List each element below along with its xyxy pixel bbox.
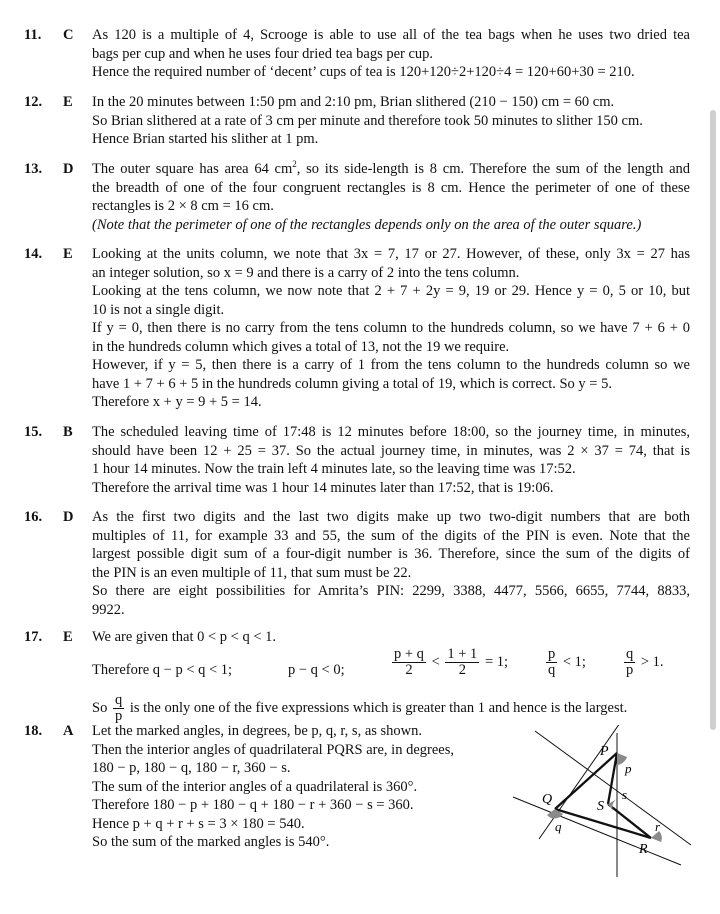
text-line: Therefore 180 − p + 180 − q + 180 − r + 360 − s = 360. <box>92 797 414 813</box>
inequality-row <box>92 647 690 693</box>
conclusion-line: So $\frac{q}{p}$ is the only one of the five expressions which is greater than 1 and hence is the largest. <box>92 691 628 724</box>
text-line: Looking at the units column, we note that 3x = 7, 17 or 27. However, of these, only 3x = 27 has <box>92 246 690 262</box>
text-line: So the sum of the marked angles is 540°. <box>92 834 330 850</box>
solution-text <box>92 245 690 412</box>
text-line: Therefore the arrival time was 1 hour 14 minutes later than 17:52, that is 19:06. <box>92 479 554 496</box>
solution-text <box>92 722 492 852</box>
text-line: Therefore x + y = 9 + 5 = 14. <box>92 394 262 410</box>
text-line: bags per cup and when he uses four dried tea bags per cup. <box>92 45 434 62</box>
label-S: S <box>597 799 604 814</box>
expression: Therefore q − p < q < 1; <box>92 661 233 678</box>
text-line: largest possible digit sum of a four-digit number is 36. Therefore, since the sum of the digits of <box>92 546 690 562</box>
problem-number: 15. <box>24 424 43 440</box>
label-r: r <box>655 819 661 834</box>
text-line: Then the interior angles of quadrilateral PQRS are, in degrees, <box>92 741 454 758</box>
solution-text <box>92 628 690 731</box>
text-line: 10 is not a single digit. <box>92 301 225 318</box>
text-line: However, if y = 5, then there is a carry of 1 from the tens column to the hundreds column so we <box>92 357 690 373</box>
text-line: 1 hour 14 minutes. Now the train left 4 minutes late, so the leaving time was 17:52. <box>92 461 576 477</box>
text-line: 9922. <box>92 601 125 618</box>
text-line: The outer square has area 64 $cm^2$, so its side-length is 8 cm. Therefore the sum of the length and <box>92 159 691 177</box>
text-line: If y = 0, then there is no carry from the tens column to the hundreds column, so we have 7 + 6 + 0 <box>92 320 690 336</box>
text-line: So Brian slithered at a rate of 3 cm per minute and therefore took 50 minutes to slither 150 cm. <box>92 112 643 129</box>
scrollbar[interactable] <box>710 110 716 730</box>
problem-number: 12. <box>24 94 43 110</box>
problem-number: 14. <box>24 246 43 262</box>
text-line: So there are eight possibilities for Amrita’s PIN: 2299, 3388, 4477, 5566, 6655, 7744, 8833, <box>92 583 690 599</box>
problem-answer: E <box>63 246 73 262</box>
text-line: As 120 is a multiple of 4, Scrooge is able to use all of the tea bags when he uses two dried tea <box>92 27 690 43</box>
solution-text <box>92 508 690 619</box>
text-line: multiples of 11, for example 33 and 55, the sum of the digits of the PIN is even. Note that the <box>92 527 690 544</box>
problem-answer: D <box>63 509 74 525</box>
label-P: P <box>600 744 609 759</box>
problem-answer: A <box>63 723 74 739</box>
quadrilateral-diagram <box>505 725 695 885</box>
problem-answer: C <box>63 27 74 43</box>
text-line: have 1 + 7 + 6 + 5 in the hundreds column giving a total of 19, which is correct. So y = 5. <box>92 375 612 392</box>
problem-answer: D <box>63 161 74 177</box>
label-Q: Q <box>542 792 553 807</box>
text-line: Looking at the tens column, we now note that 2 + 7 + 2y = 9, 19 or 29. Hence y = 0, 5 or 10, but <box>92 283 690 299</box>
label-s: s <box>622 787 628 802</box>
expression-ratio-pq: $\frac{p}{q}$ < 1; <box>548 645 586 678</box>
solution-text <box>92 93 690 149</box>
side-sr <box>608 804 651 838</box>
text-line: an integer solution, so x = 9 and there is a carry of 2 into the tens column. <box>92 264 520 281</box>
text-line: In the 20 minutes between 1:50 pm and 2:10 pm, Brian slithered (210 − 150) cm = 60 cm. <box>92 94 615 110</box>
label-p: p <box>625 761 632 776</box>
solution-text <box>92 423 690 497</box>
label-R: R <box>639 842 648 857</box>
text-line: The scheduled leaving time of 17:48 is 12 minutes before 18:00, so the journey time, in minutes, <box>92 424 690 440</box>
text-line: 180 − p, 180 − q, 180 − r, 360 − s. <box>92 760 291 776</box>
problem-answer: B <box>63 424 73 440</box>
note-line: (Note that the perimeter of one of the rectangles depends only on the area of the outer square.) <box>92 216 642 233</box>
expression-ratio-qp: $\frac{q}{p}$ > 1. <box>626 645 664 678</box>
text-line: Hence Brian started his slither at 1 pm. <box>92 131 319 147</box>
problem-number: 16. <box>24 509 43 525</box>
text-line: should have been 12 + 25 = 37. So the actual journey time, in minutes, was 2 × 37 = 74, that is <box>92 442 690 459</box>
problem-answer: E <box>63 629 73 645</box>
text-line: Let the marked angles, in degrees, be p, q, r, s, as shown. <box>92 723 423 739</box>
label-q: q <box>555 819 562 834</box>
expression: p − q < 0; <box>288 661 345 678</box>
text-line: The sum of the interior angles of a quadrilateral is 360°. <box>92 778 418 795</box>
text-line: the PIN is an even multiple of 11, that sum must be 22. <box>92 564 412 581</box>
problem-number: 18. <box>24 723 43 739</box>
text-line: in the hundreds column which gives a total of 13, not the 19 we require. <box>92 338 510 355</box>
line-through-p-q <box>539 725 620 839</box>
solution-text <box>92 160 690 234</box>
text-line: Hence p + q + r + s = 3 × 180 = 540. <box>92 815 305 832</box>
problem-number: 11. <box>24 27 42 43</box>
text-line: the breadth of one of the four congruent rectangles is 8 cm. Hence the perimeter of one of these <box>92 179 690 196</box>
problem-number: 17. <box>24 629 43 645</box>
solution-text <box>92 26 690 82</box>
problem-number: 13. <box>24 161 43 177</box>
expression-mean: $\frac{p + q}{2}$ < $\frac{1 + 1}{2}$ = 1; <box>394 645 509 678</box>
problem-answer: E <box>63 94 73 110</box>
text-line: We are given that 0 < p < q < 1. <box>92 629 277 645</box>
text-line: rectangles is 2 × 8 cm = 16 cm. <box>92 198 274 214</box>
text-line: Hence the required number of ‘decent’ cups of tea is 120+120÷2+120÷4 = 120+60+30 = 210. <box>92 64 635 80</box>
text-line: As the first two digits and the last two digits make up two two-digit numbers that are both <box>92 509 690 525</box>
